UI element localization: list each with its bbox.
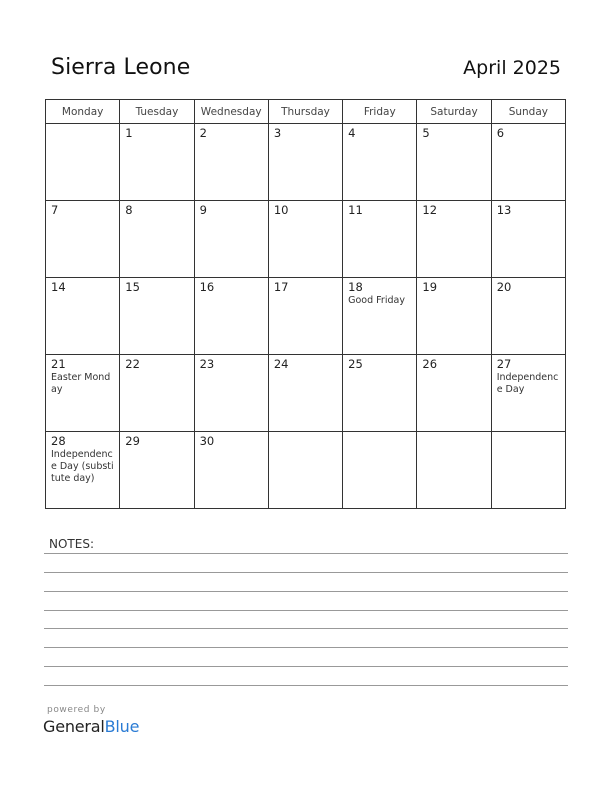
day-number: 23 [199, 357, 215, 371]
calendar-day-cell [417, 432, 491, 509]
day-number: 20 [496, 280, 512, 294]
calendar-day-cell [417, 201, 491, 278]
calendar-day-cell [268, 124, 342, 201]
weekday-header: Thursday [268, 100, 342, 124]
note-line [44, 553, 568, 554]
calendar-day-cell [120, 201, 194, 278]
page-title: Sierra Leone [51, 55, 191, 80]
day-number: 12 [422, 203, 438, 217]
day-number: 28 [51, 434, 66, 448]
note-line [44, 666, 568, 667]
day-number: 26 [422, 357, 438, 371]
day-number: 17 [273, 280, 289, 294]
weekday-header: Friday [343, 100, 417, 124]
day-number: 7 [51, 203, 59, 217]
calendar-day-cell [343, 355, 417, 432]
day-number: 16 [199, 280, 215, 294]
day-number: 30 [199, 434, 215, 448]
day-number: 11 [348, 203, 363, 217]
note-line [44, 685, 568, 686]
calendar-day-cell [268, 432, 342, 509]
day-number: 14 [51, 280, 66, 294]
day-number: 6 [496, 126, 505, 140]
calendar-day-cell [120, 355, 194, 432]
calendar-day-cell [120, 432, 194, 509]
day-number: 1 [125, 126, 133, 140]
weekday-header: Wednesday [194, 100, 268, 124]
note-line [44, 610, 568, 611]
calendar-week-row [46, 201, 566, 278]
calendar-day-cell [417, 278, 491, 355]
calendar-week-row [46, 355, 566, 432]
calendar-day-cell [343, 124, 417, 201]
note-line [44, 628, 568, 629]
day-number: 3 [273, 126, 282, 140]
calendar-day-cell [194, 355, 268, 432]
calendar-day-cell [120, 124, 194, 201]
day-number: 2 [199, 126, 207, 140]
day-number: 9 [199, 203, 207, 217]
brand-blue-text: Blue [104, 717, 140, 736]
day-number: 24 [273, 357, 289, 371]
holiday-label: Good Friday [348, 295, 405, 306]
calendar-day-cell [194, 124, 268, 201]
calendar-day-cell [417, 124, 491, 201]
day-number: 19 [422, 280, 438, 294]
day-number: 27 [496, 357, 512, 371]
note-line [44, 591, 568, 592]
day-number: 22 [125, 357, 140, 371]
calendar-week-row [46, 432, 566, 509]
calendar-day-cell [268, 278, 342, 355]
day-number: 29 [125, 434, 140, 448]
weekday-header: Saturday [417, 100, 491, 124]
generalblue-logo [43, 717, 139, 736]
day-number: 10 [273, 203, 289, 217]
day-number: 4 [348, 126, 356, 140]
holiday-label: Independence Day (substitute day) [51, 449, 114, 484]
note-line [44, 647, 568, 648]
calendar-day-cell [194, 278, 268, 355]
calendar-day-cell [46, 124, 120, 201]
calendar-grid [45, 99, 566, 509]
weekday-header: Tuesday [120, 100, 194, 124]
calendar-day-cell [417, 355, 491, 432]
calendar-day-cell [343, 432, 417, 509]
calendar-day-cell [268, 355, 342, 432]
calendar-day-cell [194, 432, 268, 509]
calendar-day-cell [343, 201, 417, 278]
calendar-day-cell [491, 432, 565, 509]
day-number: 21 [51, 357, 66, 371]
calendar-day-cell [46, 432, 120, 509]
day-number: 13 [496, 203, 512, 217]
day-number: 5 [422, 126, 430, 140]
calendar-day-cell [491, 124, 565, 201]
calendar-week-row [46, 278, 566, 355]
calendar-day-cell [343, 278, 417, 355]
weekday-header: Monday [46, 100, 120, 124]
powered-by-label: powered by [47, 705, 106, 715]
notes-label: NOTES: [49, 537, 94, 551]
calendar-day-cell [46, 201, 120, 278]
day-number: 15 [125, 280, 140, 294]
weekday-header: Sunday [491, 100, 565, 124]
calendar-day-cell [491, 355, 565, 432]
calendar-day-cell [268, 201, 342, 278]
calendar-day-cell [120, 278, 194, 355]
day-number: 18 [348, 280, 363, 294]
calendar-week-row [46, 124, 566, 201]
calendar-day-cell [46, 355, 120, 432]
calendar-day-cell [194, 201, 268, 278]
brand-general-text: General [43, 717, 105, 736]
weekday-header-row [46, 100, 566, 124]
month-year-label: April 2025 [463, 57, 561, 79]
holiday-label: Easter Monday [51, 372, 111, 395]
calendar-day-cell [46, 278, 120, 355]
calendar-day-cell [491, 278, 565, 355]
day-number: 8 [125, 203, 133, 217]
note-line [44, 572, 568, 573]
holiday-label: Independence Day [496, 372, 559, 395]
day-number: 25 [348, 357, 363, 371]
calendar-day-cell [491, 201, 565, 278]
